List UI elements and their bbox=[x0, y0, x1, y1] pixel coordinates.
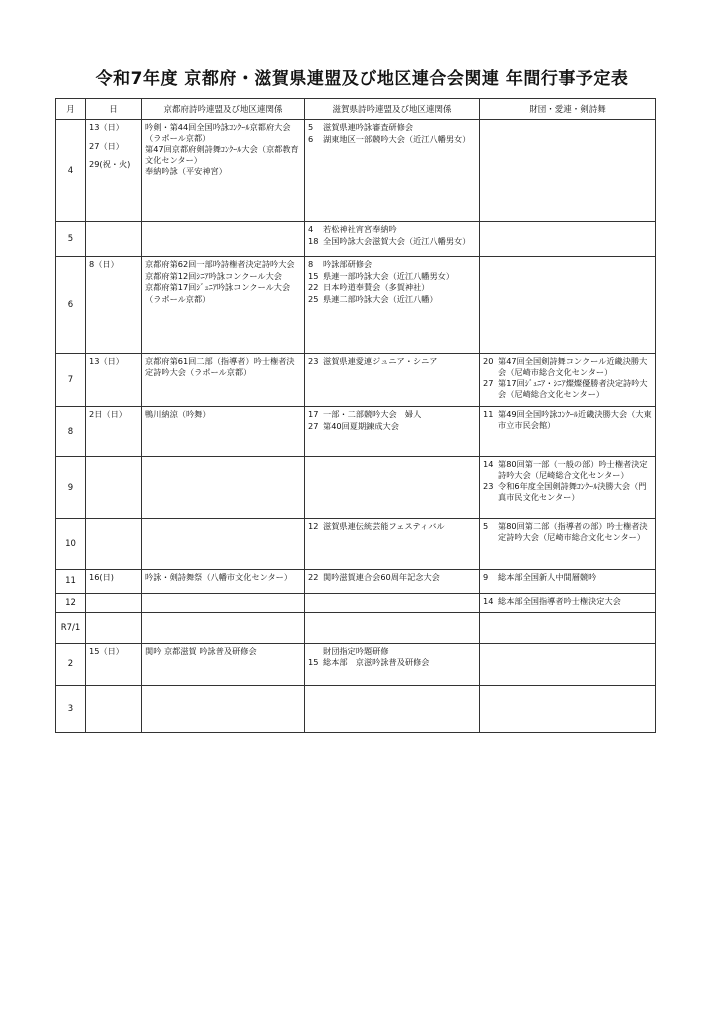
event-title: 一部・二部競吟大会 婦人 bbox=[323, 409, 422, 419]
kyoto-cell bbox=[142, 519, 305, 570]
event-date: 20 bbox=[483, 356, 494, 366]
event-title: 吟詠・剣詩舞祭（八幡市文化センター） bbox=[145, 572, 293, 582]
kyoto-cell bbox=[142, 457, 305, 519]
month-cell: R7/1 bbox=[56, 612, 86, 643]
month-row bbox=[56, 257, 656, 354]
day-cell bbox=[86, 612, 142, 643]
shiga-cell bbox=[305, 519, 480, 570]
event-title: 関吟滋賀連合会60周年記念大会 bbox=[323, 572, 440, 582]
day-cell bbox=[86, 120, 142, 222]
day-cell bbox=[86, 519, 142, 570]
event-entry bbox=[145, 259, 301, 270]
event-entry bbox=[308, 294, 476, 305]
day-text: 29(祝・火) bbox=[89, 159, 131, 170]
month-cell: 7 bbox=[56, 354, 86, 407]
event-date: 17 bbox=[308, 409, 319, 419]
zaidan-cell bbox=[480, 519, 656, 570]
day-cell bbox=[86, 222, 142, 257]
day-text: 2日（日） bbox=[89, 409, 127, 419]
zaidan-cell bbox=[480, 643, 656, 685]
event-title: 第80回第二部（指導者の部）吟士権者決定詩吟大会（尼崎市総合文化センター） bbox=[498, 521, 648, 542]
event-entry bbox=[483, 356, 652, 377]
kyoto-cell bbox=[142, 407, 305, 457]
event-entry bbox=[308, 409, 476, 420]
shiga-cell bbox=[305, 457, 480, 519]
month-row bbox=[56, 612, 656, 643]
event-title: 全国吟詠大会滋賀大会（近江八幡男女） bbox=[323, 235, 471, 246]
event-entry bbox=[483, 521, 652, 542]
shiga-cell bbox=[305, 685, 480, 732]
event-date: 27 bbox=[483, 378, 494, 389]
event-date: 27 bbox=[308, 420, 319, 431]
event-date bbox=[308, 646, 323, 657]
event-entry bbox=[145, 572, 301, 583]
event-entry bbox=[483, 572, 652, 583]
shiga-cell bbox=[305, 257, 480, 354]
event-date: 6 bbox=[308, 133, 314, 144]
shiga-cell bbox=[305, 593, 480, 612]
day-text: 15（日） bbox=[89, 645, 124, 656]
event-entry bbox=[483, 409, 652, 430]
month-cell: 2 bbox=[56, 643, 86, 685]
month-cell: 4 bbox=[56, 120, 86, 222]
event-date: 9 bbox=[483, 572, 489, 582]
zaidan-cell bbox=[480, 257, 656, 354]
shiga-cell bbox=[305, 120, 480, 222]
document-title: 令和7年度 京都府・滋賀県連盟及び地区連合会関連 年間行事予定表 bbox=[95, 69, 629, 89]
event-title: （ラポール京都） bbox=[145, 293, 211, 304]
event-entry bbox=[145, 294, 301, 305]
event-date: 18 bbox=[308, 235, 319, 246]
day-cell bbox=[86, 407, 142, 457]
shiga-cell bbox=[305, 570, 480, 594]
event-title: 奉納吟詠（平安神宮） bbox=[145, 166, 227, 177]
zaidan-cell bbox=[480, 593, 656, 612]
shiga-cell bbox=[305, 643, 480, 685]
event-date: 4 bbox=[308, 224, 314, 234]
event-entry bbox=[308, 236, 476, 247]
shiga-cell bbox=[305, 354, 480, 407]
event-title: 第40回夏期錬成大会 bbox=[323, 420, 399, 431]
event-title: 総本部 京滋吟詠普及研修会 bbox=[323, 657, 430, 668]
day-cell bbox=[86, 643, 142, 685]
event-date: 23 bbox=[308, 356, 319, 366]
event-date: 5 bbox=[483, 521, 489, 531]
event-entry bbox=[308, 122, 476, 133]
month-row bbox=[56, 570, 656, 594]
event-entry bbox=[145, 271, 301, 282]
month-cell: 3 bbox=[56, 685, 86, 732]
event-date: 22 bbox=[308, 572, 319, 582]
month-row bbox=[56, 222, 656, 257]
kyoto-cell bbox=[142, 685, 305, 732]
event-title: 県連一部吟詠大会（近江八幡男女） bbox=[323, 270, 455, 281]
event-title: 京都府第62回一部吟詩権者決定詩吟大会 bbox=[145, 259, 295, 269]
header-day: 日 bbox=[86, 99, 142, 120]
event-title: 第47回全国剣詩舞コンクール近畿決勝大会（尼崎市総合文化センター） bbox=[498, 356, 648, 377]
event-entry bbox=[145, 409, 301, 420]
shiga-cell bbox=[305, 222, 480, 257]
event-entry bbox=[483, 378, 652, 399]
event-entry bbox=[308, 259, 476, 270]
zaidan-cell bbox=[480, 354, 656, 407]
month-row bbox=[56, 593, 656, 612]
event-title: 関吟 京都滋賀 吟詠普及研修会 bbox=[145, 645, 257, 656]
event-date: 12 bbox=[308, 521, 319, 531]
event-title: 滋賀県連吟詠審査研修会 bbox=[323, 122, 414, 132]
month-cell: 10 bbox=[56, 519, 86, 570]
event-title: 吟詠部研修会 bbox=[323, 259, 373, 269]
event-title: 第49回全国吟詠ｺﾝｸｰﾙ近畿決勝大会（大東市立市民会館） bbox=[498, 409, 652, 430]
event-title: 総本部全国指導者吟士権決定大会 bbox=[498, 595, 621, 606]
event-entry bbox=[145, 122, 301, 143]
event-title: 日本吟道奉賛会（多賀神社） bbox=[323, 282, 430, 293]
event-entry bbox=[483, 481, 652, 502]
day-text: 16(日) bbox=[89, 572, 114, 582]
month-cell: 9 bbox=[56, 457, 86, 519]
month-cell: 6 bbox=[56, 257, 86, 354]
event-title: 滋賀県連伝統芸能フェスティバル bbox=[323, 521, 445, 531]
event-entry bbox=[308, 521, 476, 532]
event-entry bbox=[308, 271, 476, 282]
kyoto-cell bbox=[142, 612, 305, 643]
day-cell bbox=[86, 457, 142, 519]
event-title: 第17回ｼﾞｭﾆｱ・ｼﾆｱ燦燦優勝者決定詩吟大会（尼崎総合文化センター） bbox=[498, 378, 648, 399]
day-text: 13（日） bbox=[89, 356, 124, 366]
day-text: 8（日） bbox=[89, 259, 119, 269]
event-title: 総本部全国新人中間層競吟 bbox=[498, 572, 597, 582]
event-title: 第47回京都府剣詩舞ｺﾝｸｰﾙ大会（京都教育文化センター） bbox=[145, 144, 299, 165]
month-row bbox=[56, 120, 656, 222]
schedule-table bbox=[55, 98, 656, 733]
event-title: 令和6年度全国剣詩舞ｺﾝｸｰﾙ決勝大会（門真市民文化センター） bbox=[498, 481, 647, 502]
zaidan-cell bbox=[480, 457, 656, 519]
event-date: 23 bbox=[483, 481, 494, 492]
day-cell bbox=[86, 257, 142, 354]
event-date: 5 bbox=[308, 122, 314, 132]
zaidan-cell bbox=[480, 222, 656, 257]
zaidan-cell bbox=[480, 685, 656, 732]
shiga-cell bbox=[305, 612, 480, 643]
event-date: 15 bbox=[308, 657, 319, 668]
event-entry bbox=[145, 646, 301, 657]
header-zaidan: 財団・愛連・剣詩舞 bbox=[480, 99, 656, 120]
month-cell: 11 bbox=[56, 570, 86, 594]
event-entry bbox=[308, 282, 476, 293]
kyoto-cell bbox=[142, 570, 305, 594]
month-row bbox=[56, 685, 656, 732]
event-title: 京都府第12回ｼﾆｱ吟詠コンクール大会 bbox=[145, 270, 282, 281]
event-entry bbox=[483, 596, 652, 607]
event-title: 滋賀県連愛連ジュニア・シニア bbox=[323, 356, 438, 366]
event-entry bbox=[308, 134, 476, 145]
event-title: 第80回第一部（一般の部）吟士権者決定詩吟大会（尼崎総合文化センター） bbox=[498, 459, 648, 480]
month-row bbox=[56, 643, 656, 685]
month-row bbox=[56, 407, 656, 457]
event-entry bbox=[308, 356, 476, 367]
event-entry bbox=[308, 657, 476, 668]
month-row bbox=[56, 519, 656, 570]
header-shiga: 滋賀県詩吟連盟及び地区連関係 bbox=[305, 99, 480, 120]
header-row bbox=[56, 99, 656, 120]
month-cell: 8 bbox=[56, 407, 86, 457]
event-date: 14 bbox=[483, 595, 494, 606]
event-entry bbox=[145, 166, 301, 177]
header-month: 月 bbox=[56, 99, 86, 120]
kyoto-cell bbox=[142, 593, 305, 612]
event-entry bbox=[308, 646, 476, 657]
shiga-cell bbox=[305, 407, 480, 457]
month-row bbox=[56, 457, 656, 519]
kyoto-cell bbox=[142, 643, 305, 685]
day-cell bbox=[86, 570, 142, 594]
day-cell bbox=[86, 593, 142, 612]
kyoto-cell bbox=[142, 120, 305, 222]
event-date: 8 bbox=[308, 259, 314, 269]
zaidan-cell bbox=[480, 612, 656, 643]
event-entry bbox=[308, 224, 476, 235]
event-entry bbox=[308, 572, 476, 583]
day-text: 13（日） bbox=[89, 122, 124, 132]
month-row bbox=[56, 354, 656, 407]
month-cell: 5 bbox=[56, 222, 86, 257]
event-entry bbox=[145, 144, 301, 165]
event-title: 京都府第17回ｼﾞｭﾆｱ吟詠コンクール大会 bbox=[145, 282, 291, 293]
kyoto-cell bbox=[142, 222, 305, 257]
event-title: 湖東地区一部競吟大会（近江八幡男女） bbox=[323, 133, 471, 144]
event-entry bbox=[483, 459, 652, 480]
day-cell bbox=[86, 685, 142, 732]
header-kyoto: 京都府詩吟連盟及び地区連関係 bbox=[142, 99, 305, 120]
event-title: 吟剣・第44回全国吟詠ｺﾝｸｰﾙ京都府大会（ラポール京都） bbox=[145, 122, 291, 143]
event-entry bbox=[308, 421, 476, 432]
event-date: 14 bbox=[483, 459, 494, 469]
zaidan-cell bbox=[480, 120, 656, 222]
event-title: 京都府第61回二部（指導者）吟士権者決定詩吟大会（ラポール京都） bbox=[145, 356, 295, 377]
zaidan-cell bbox=[480, 570, 656, 594]
event-entry bbox=[145, 356, 301, 377]
event-title: 県連二部吟詠大会（近江八幡） bbox=[323, 293, 438, 304]
event-title: 鴨川納涼（吟舞） bbox=[145, 409, 211, 419]
month-cell: 12 bbox=[56, 593, 86, 612]
event-date: 22 bbox=[308, 282, 319, 293]
zaidan-cell bbox=[480, 407, 656, 457]
event-entry bbox=[145, 282, 301, 293]
day-text: 27（日） bbox=[89, 140, 124, 151]
event-title: 財団指定吟題研修 bbox=[323, 645, 389, 656]
day-cell bbox=[86, 354, 142, 407]
kyoto-cell bbox=[142, 257, 305, 354]
kyoto-cell bbox=[142, 354, 305, 407]
event-date: 15 bbox=[308, 270, 319, 281]
event-date: 25 bbox=[308, 293, 319, 304]
event-title: 若松神社宵宮奉納吟 bbox=[323, 224, 397, 234]
event-date: 11 bbox=[483, 409, 494, 419]
